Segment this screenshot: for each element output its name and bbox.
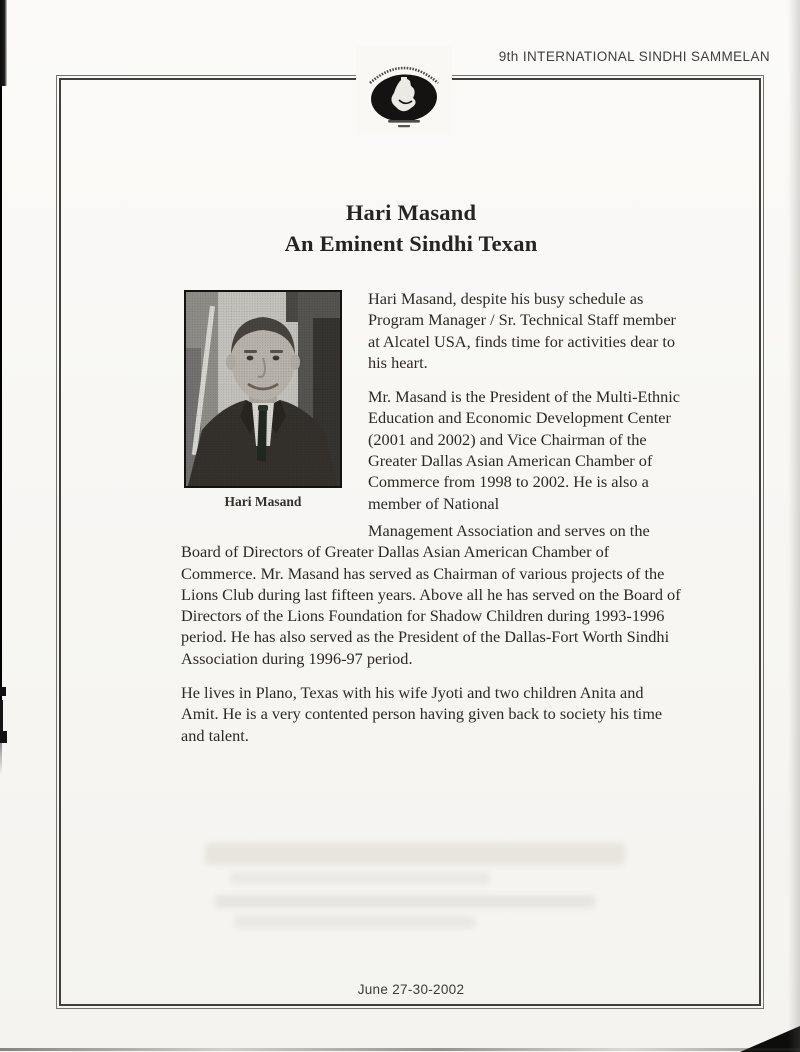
footer-event-date: June 27-30-2002 [357, 982, 465, 997]
paragraph-positions: Mr. Masand is the President of the Multi-Ethnic Education and Economic Development Center (2001 and 2002) and Vice Chairman of the Greater Dallas Asian American Chamber of Commerce from 1998 to 2002. He is also a member of National [368, 387, 681, 513]
article-body [181, 288, 683, 759]
paragraph-intro: Hari Masand, despite his busy schedule as Program Manager / Sr. Technical Staff member at Alcatel USA, finds time for activities dear to his heart. [368, 289, 676, 372]
scan-artifact-bottom-streak [0, 1048, 800, 1051]
paragraph-service: Management Association and serves on the Board of Directors of Greater Dallas Asian American Chamber of Commerce. Mr. Masand has served as Chairman of various projects of the Lions Club during last fifteen years. Above all he has served on the Board of Directors of the Lions Foundation for Shadow Children during 1993-1996 period. He has also served as the President of the Dallas-Fort Worth Sindhi Association during 1996-97 period. [181, 520, 681, 668]
portrait-figure [184, 290, 342, 512]
paragraph-family: He lives in Plano, Texas with his wife Jyoti and two children Anita and Amit. He is a very contented person having given back to society his time and talent. [181, 683, 663, 745]
header-title: 9th INTERNATIONAL SINDHI SAMMELAN [498, 49, 770, 64]
scan-artifact-left-edge-line [0, 0, 2, 775]
scan-artifact-left-edge-bar [0, 0, 7, 86]
scan-artifact-left-tick [0, 700, 3, 732]
scan-artifact-right-edge-shade [788, 0, 800, 1052]
portrait-photo-of-hari-masand [184, 290, 342, 488]
sammelan-emblem-icon [356, 46, 452, 134]
scan-artifact-left-tick [0, 731, 7, 743]
page-title-line2: An Eminent Sindhi Texan [284, 231, 538, 256]
page-title-line1: Hari Masand [345, 200, 477, 225]
photo-caption: Hari Masand [224, 494, 302, 509]
page-title [58, 197, 764, 259]
scan-artifact-left-tick [0, 687, 6, 696]
